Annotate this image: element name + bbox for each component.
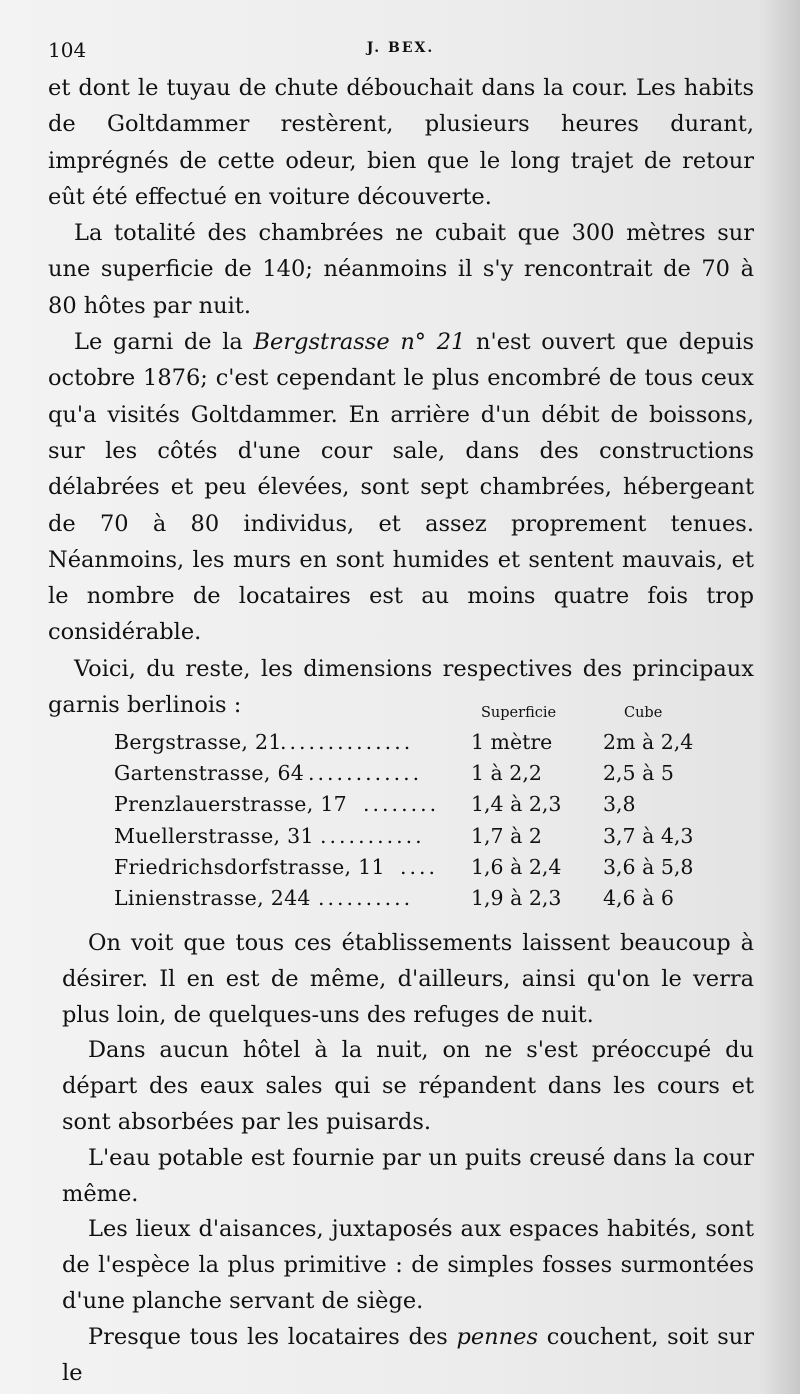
- table-row: [48, 853, 754, 884]
- table-row: [48, 884, 754, 915]
- table-row: [48, 822, 754, 853]
- paragraph-text: Presque tous les locataires des: [88, 1323, 457, 1350]
- paragraph: [48, 324, 754, 651]
- dot-leader: ...........: [320, 823, 425, 848]
- garni-name: Prenzlauerstrasse, 17: [114, 792, 348, 817]
- paragraph: L'eau potable est fournie par un puits creusé dans la cour même.: [62, 1144, 754, 1207]
- paragraph: Voici, du reste, les dimensions respectives des principaux garnis berlinois :: [48, 655, 754, 719]
- table-row: [48, 728, 754, 759]
- dimensions-table: [48, 700, 754, 915]
- garni-name: Gartenstrasse, 64: [114, 761, 305, 786]
- garni-name: Friedrichsdorfstrasse, 11: [114, 854, 385, 879]
- street-name-italic: Bergstrasse n° 21: [253, 329, 466, 356]
- page-edge-shadow: [762, 0, 800, 1394]
- dot-leader: ....: [400, 854, 439, 879]
- column-header-cube: Cube: [624, 705, 663, 721]
- garni-name: Linienstrasse, 244: [114, 885, 311, 910]
- superficie-value: 1,6 à 2,4: [471, 854, 562, 879]
- page-header: [48, 38, 753, 68]
- table-header: [48, 700, 754, 728]
- cube-value: 2m à 2,4: [603, 730, 694, 754]
- body-text-top: [48, 70, 754, 723]
- paragraph-text: couchent, soit sur le: [62, 1323, 755, 1386]
- superficie-value: 1,7 à 2: [471, 823, 542, 848]
- dot-leader: ............: [308, 761, 423, 786]
- cube-value: 2,5 à 5: [603, 761, 674, 786]
- page-number: 104: [48, 38, 87, 62]
- paragraph-text: n'est ouvert que depuis octobre 1876; c'est cependant le plus encombré de tous ceux qu'a visités Goltdammer. En arrière d'un débit de boissons, sur les côtés d'une cour sale, dans des constructions délabrées et peu élevées, sont sept chambrées, hébergeant de 70 à 80 individus, et assez proprement tenues. Néanmoins, les murs en sont humides et sentent mauvais, et le nombre de locataires est au moins quatre fois trop considérable.: [48, 329, 754, 646]
- table-row: [48, 759, 754, 790]
- cube-value: 3,6 à 5,8: [603, 854, 694, 879]
- paragraph: Dans aucun hôtel à la nuit, on ne s'est préoccupé du départ des eaux sales qui se répandent dans les cours et sont absorbées par les puisards.: [62, 1037, 754, 1135]
- body-text-bottom: [62, 926, 754, 1391]
- garni-name: Bergstrasse, 21: [114, 730, 282, 754]
- column-header-superficie: Superficie: [481, 705, 557, 721]
- dot-leader: ..........: [318, 885, 414, 910]
- paragraph-text: Le garni de la: [74, 329, 254, 356]
- cube-value: 3,8: [603, 792, 636, 817]
- paragraph: On voit que tous ces établissements laissent beaucoup à désirer. Il en est de même, d'ailleurs, ainsi qu'on le verra plus loin, de quelques-uns des refuges de nuit.: [62, 930, 754, 1028]
- running-head: J. BEX.: [366, 40, 435, 56]
- superficie-value: 1 mètre: [471, 730, 553, 754]
- superficie-value: 1,9 à 2,3: [471, 885, 562, 910]
- cube-value: 3,7 à 4,3: [603, 823, 694, 848]
- cube-value: 4,6 à 6: [603, 885, 674, 910]
- italic-word: pennes: [456, 1323, 539, 1350]
- superficie-value: 1,4 à 2,3: [471, 792, 562, 817]
- paragraph: [62, 1320, 754, 1392]
- dot-leader: ..............: [280, 730, 414, 754]
- superficie-value: 1 à 2,2: [471, 761, 542, 786]
- dot-leader: ........: [363, 792, 440, 817]
- paragraph: La totalité des chambrées ne cubait que 300 mètres sur une superficie de 140; néanmoins il s'y rencontrait de 70 à 80 hôtes par nuit.: [48, 220, 754, 319]
- paragraph: et dont le tuyau de chute débouchait dans la cour. Les habits de Goltdammer restèrent, plusieurs heures durant, imprégnés de cette odeur, bien que le long trajet de retour eût été effectué en voiture découverte.: [48, 75, 754, 210]
- paragraph: Les lieux d'aisances, juxtaposés aux espaces habités, sont de l'espèce la plus primitive : de simples fosses surmontées d'une planche servant de siège.: [62, 1216, 754, 1314]
- table-row: [48, 790, 754, 821]
- garni-name: Muellerstrasse, 31: [114, 823, 314, 848]
